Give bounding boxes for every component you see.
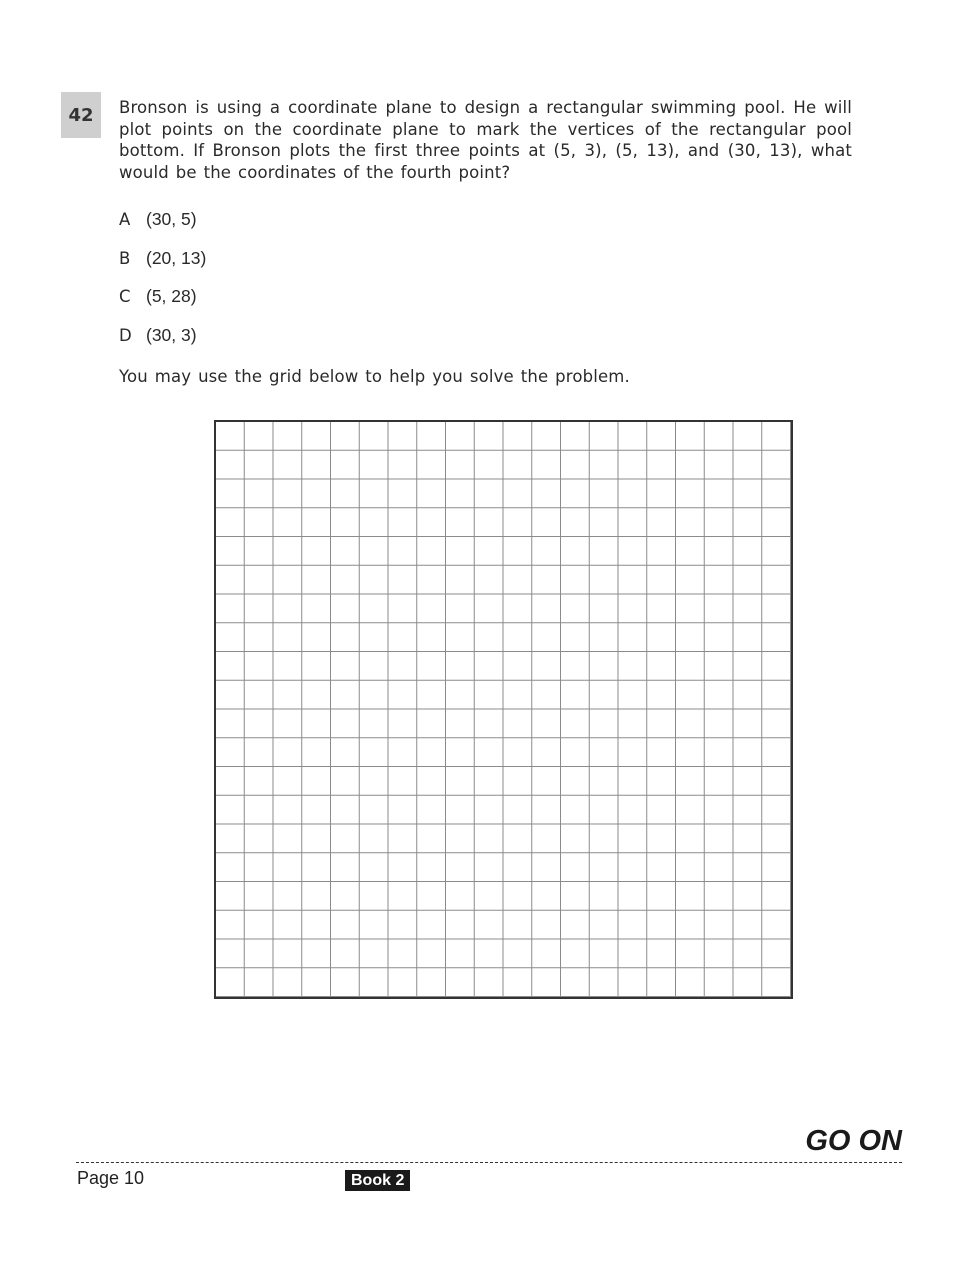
coordinate-grid bbox=[214, 420, 793, 999]
choice-value: (20, 13) bbox=[146, 248, 207, 268]
choice-letter: B bbox=[119, 249, 131, 268]
footer-divider bbox=[76, 1162, 902, 1163]
question-number: 42 bbox=[61, 92, 101, 138]
question-stem: Bronson is using a coordinate plane to design a rectangular swimming pool. He will plot points on the coordinate plane to mark the vertices of the rectangular pool bottom. If Bronson plots the first three points at (5, 3), (5, 13), and (30, 13), what would be the coordinates of the fourth point? bbox=[119, 98, 852, 182]
choice-value: (30, 3) bbox=[146, 325, 197, 345]
choice-b[interactable] bbox=[119, 248, 206, 269]
grid-instruction: You may use the grid below to help you solve the problem. bbox=[119, 367, 630, 386]
go-on-label: GO ON bbox=[805, 1125, 902, 1157]
page-number: Page 10 bbox=[77, 1168, 145, 1188]
choice-a[interactable] bbox=[119, 209, 197, 230]
book-badge: Book 2 bbox=[345, 1170, 410, 1191]
choice-letter: D bbox=[119, 326, 132, 345]
choice-value: (5, 28) bbox=[146, 286, 197, 306]
choice-c[interactable] bbox=[119, 286, 197, 307]
choice-letter: A bbox=[119, 210, 131, 229]
choice-d[interactable] bbox=[119, 325, 197, 346]
choice-value: (30, 5) bbox=[146, 209, 197, 229]
choice-letter: C bbox=[119, 287, 131, 306]
